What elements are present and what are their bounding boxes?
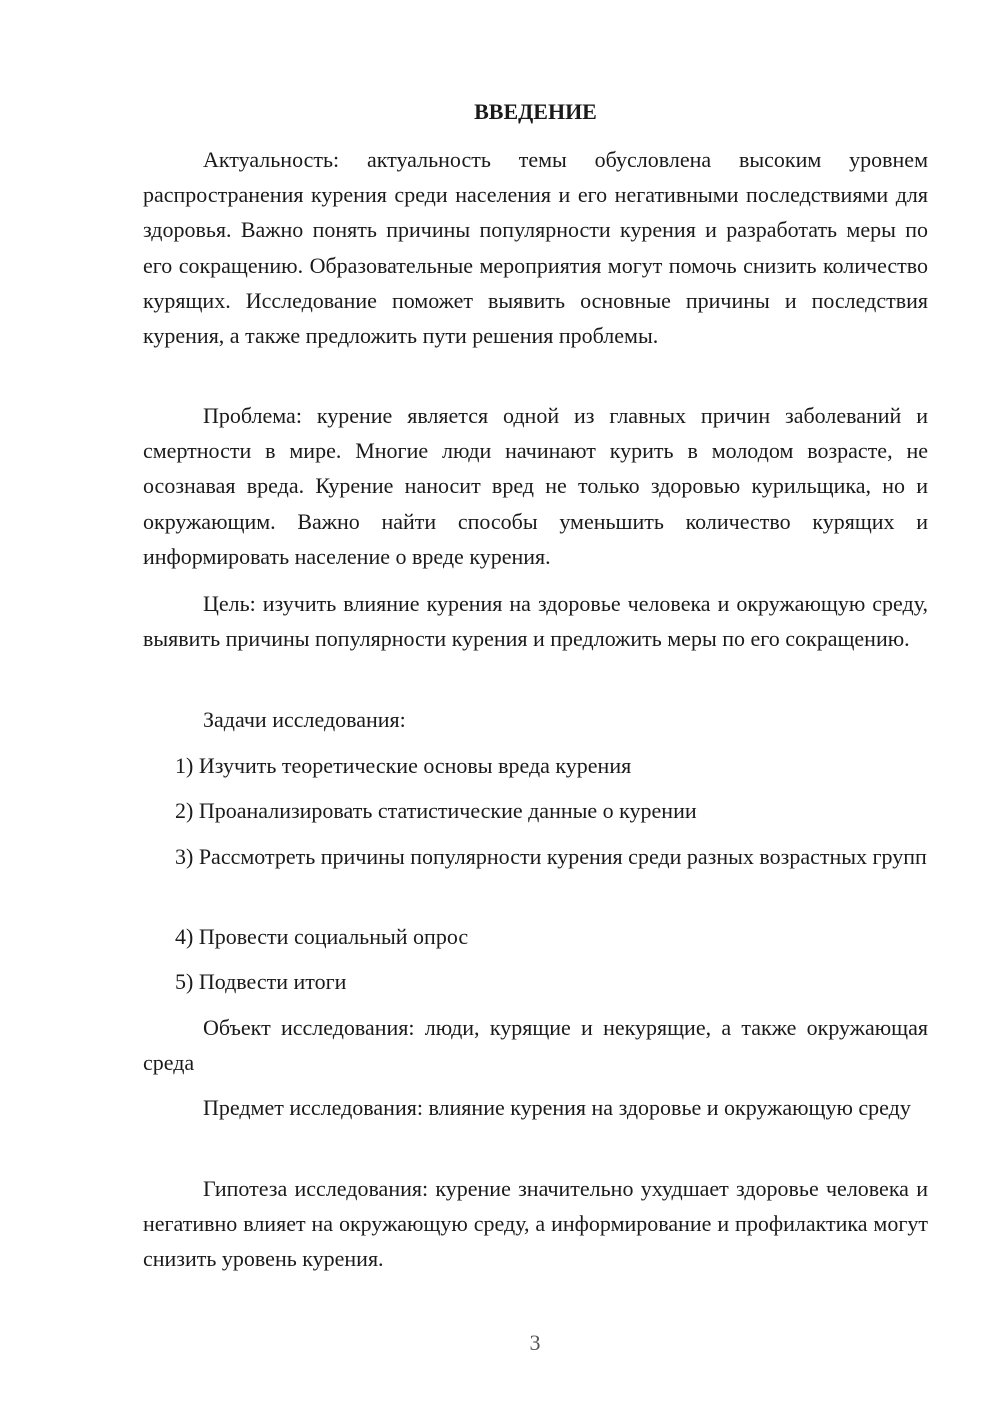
paragraph-problem: Проблема: курение является одной из главных причин заболеваний и смертности в мире. Многие люди начинают курить в молодом возрасте, не осознавая вреда. Курение наносит вред не только здоровью курильщика, но и окружающим. Важно найти способы уменьшить количество курящих и информировать население о вреде курения. [143,403,928,569]
tasks-title: Задачи исследования: [203,707,406,732]
paragraph-subject: Предмет исследования: влияние курения на здоровье и окружающую среду [203,1095,911,1120]
page-number: 3 [529,1330,541,1355]
page-title: ВВЕДЕНИЕ [474,99,597,124]
task-item-4: 4) Провести социальный опрос [175,924,469,949]
task-item-5: 5) Подвести итоги [175,969,347,994]
paragraph-object: Объект исследования: люди, курящие и некурящие, а также окружающая среда [143,1015,928,1076]
paragraph-relevance: Актуальность: актуальность темы обусловлена высоким уровнем распространения курения среди населения и его негативными последствиями для здоровья. Важно понять причины популярности курения и разработать меры по его сокращению. Образовательные мероприятия могут помочь снизить количество курящих. Исследование поможет выявить основные причины и последствия курения, а также предложить пути решения проблемы. [143,147,928,349]
task-item-2: 2) Проанализировать статистические данные о курении [175,798,697,823]
task-item-3: 3) Рассмотреть причины популярности курения среди разных возрастных групп [175,844,927,869]
paragraph-goal: Цель: изучить влияние курения на здоровье человека и окружающую среду, выявить причины популярности курения и предложить меры по его сокращению. [143,591,928,652]
task-item-1: 1) Изучить теоретические основы вреда курения [175,753,632,778]
paragraph-hypothesis: Гипотеза исследования: курение значительно ухудшает здоровье человека и негативно влияет на окружающую среду, а информирование и профилактика могут снизить уровень курения. [143,1176,928,1272]
